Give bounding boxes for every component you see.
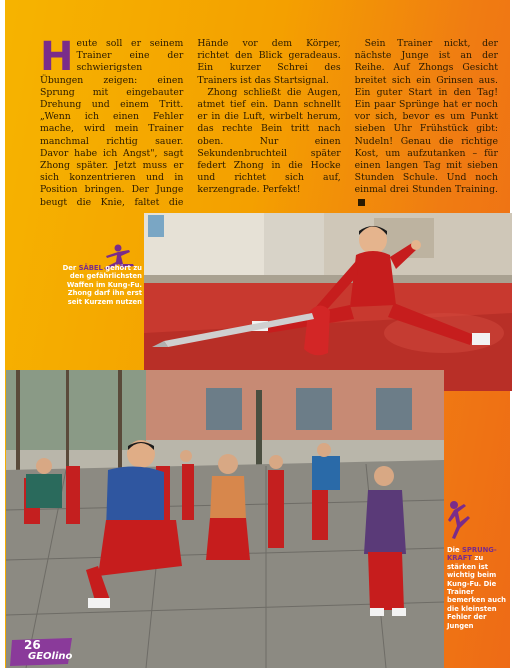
page-number: 26 [24, 638, 41, 652]
drop-cap: H [40, 34, 74, 80]
magazine-logo: GEOlino [28, 651, 73, 662]
kung-fu-kick-icon [444, 500, 472, 540]
article-paragraph-3: Sein Trainer nickt, der nächste Junge ist an der Reihe. Auf Zhongs Gesicht breitet sich ein Grinsen aus. Ein guter Start in den Tag! Ein paar Sprünge hat er noch vor sich, bevor es um Punkt sieben Uhr Frühstück gibt: Nudeln! Genau die richtige Kost, um aufzutanken – für einen langen Tag mit sieben Stunden Schule. Und noch einmal drei Stunden Training. [355, 38, 498, 209]
saber-photo [144, 213, 512, 391]
saber-caption: Der SÄBEL gehört zu den gefährlichsten Waffen im Kung-Fu. Zhong darf ihn erst seit Kurzem nutzen [62, 264, 142, 306]
page-edge-left [0, 0, 5, 668]
jump-caption: Die SPRUNG-KRAFT zu stärken ist wichtig beim Kung-Fu. Die Trainer bemerken auch die kleinsten Fehler der Jungen [447, 546, 506, 630]
article-paragraph-1: Heute soll er seinem Trainer eine der schwierigsten Übungen zeigen: einen Sprung mit eingebauter Drehung und einem Tritt. „Wenn ich einen Fehler mache, wird mein Trainer manchmal richtig sauer. Davor habe ich Angst", sagt Zhong später. Jetzt muss er sich konzentrieren und in Position bringen. Der Junge beugt die Knie, faltet die Hände vor dem Körper, richtet den Blick geradeaus. Ein kurzer Schrei des Trainers ist das Startsignal. [40, 34, 341, 208]
square-end-mark-icon [358, 199, 365, 206]
article-body [40, 34, 498, 210]
article-paragraph-2: Zhong schließt die Augen, atmet tief ein. Dann schnellt er in die Luft, wirbelt herum, das rechte Bein tritt nach oben. Nur einen Sekundenbruchteil später federt Zhong in die Hocke und richtet sich auf, kerzengrade. Perfekt! [197, 86, 341, 196]
photo-right-strip [354, 392, 444, 668]
